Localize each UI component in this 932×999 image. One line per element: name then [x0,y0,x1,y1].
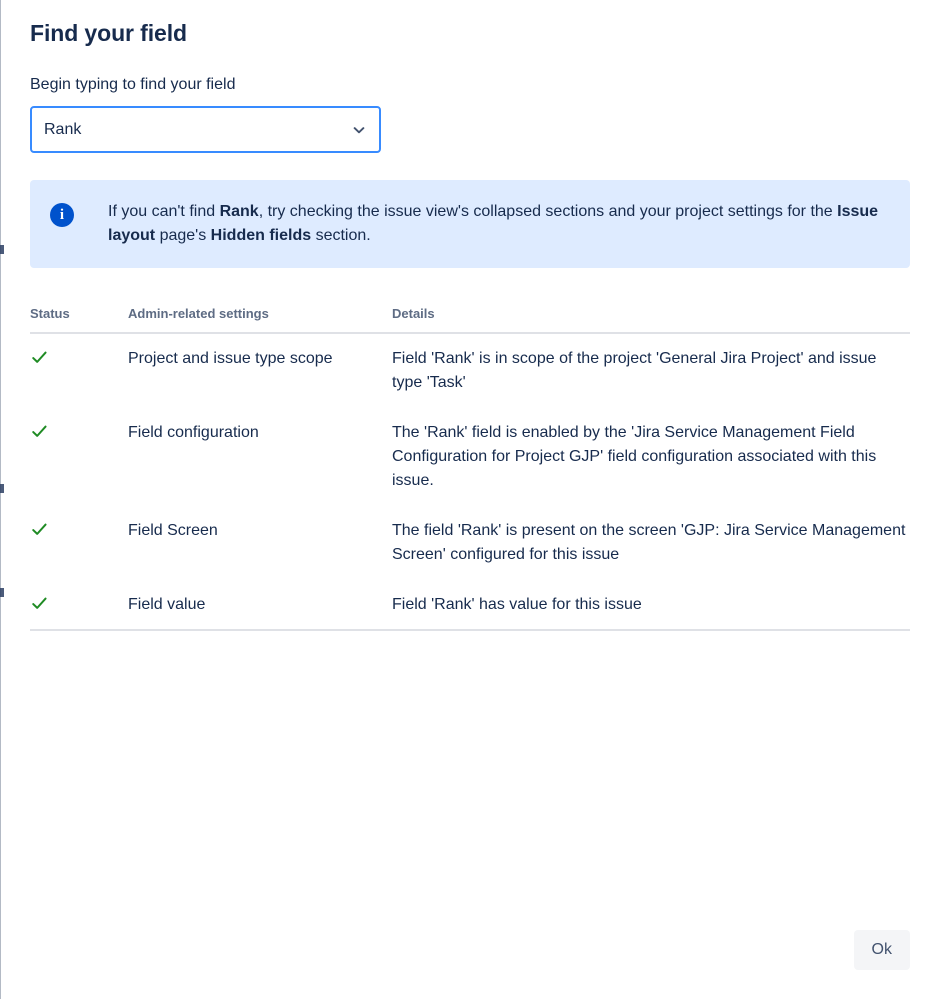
info-banner-text [108,200,888,248]
setting-name: Field Screen [128,522,218,539]
info-banner-segment-6: section. [311,227,371,244]
dialog-footer [0,930,932,990]
column-header-details: Details [392,305,910,333]
field-picker[interactable] [30,106,381,153]
table-body [30,333,910,630]
field-select[interactable] [30,106,381,153]
setting-details: The field 'Rank' is present on the screen 'GJP: Jira Service Management Screen' configured for this issue [392,522,906,563]
info-banner-segment-5: Hidden fields [210,227,312,244]
status-check-icon [30,408,128,506]
info-icon: i [50,203,74,227]
setting-details: The 'Rank' field is enabled by the 'Jira Service Management Field Configuration for Project GJP' field configuration associated with this issue. [392,424,877,489]
table-row [30,333,910,408]
status-check-icon [30,506,128,580]
field-checks-table [30,305,910,631]
info-banner-segment-1: Rank [219,203,259,220]
table-row [30,506,910,580]
page-title: Find your field [30,20,187,46]
setting-details: Field 'Rank' has value for this issue [392,580,910,630]
column-header-status: Status [30,305,128,333]
setting-name: Field configuration [128,424,259,441]
ok-button[interactable]: Ok [854,930,910,970]
status-check-icon [30,333,128,408]
setting-details: Field 'Rank' is in scope of the project 'General Jira Project' and issue type 'Task' [392,350,877,391]
field-picker-label: Begin typing to find your field [30,76,236,93]
field-select-value: Rank [44,120,82,138]
status-check-icon [30,580,128,630]
column-header-admin-related-settings: Admin-related settings [128,305,392,333]
info-banner-segment-4: page's [155,227,211,244]
info-banner-segment-3: Issue layout [108,203,879,244]
info-banner-segment-0: If you can't find [108,203,220,220]
table-header [30,305,910,333]
table-row [30,580,910,630]
info-banner [30,180,910,268]
setting-name: Project and issue type scope [128,350,333,367]
setting-name: Field value [128,580,392,630]
table-row [30,408,910,506]
table-header-row [30,305,910,333]
info-banner-segment-2: , try checking the issue view's collapsed sections and your project settings for the [258,203,838,220]
chevron-down-icon[interactable] [351,122,367,138]
